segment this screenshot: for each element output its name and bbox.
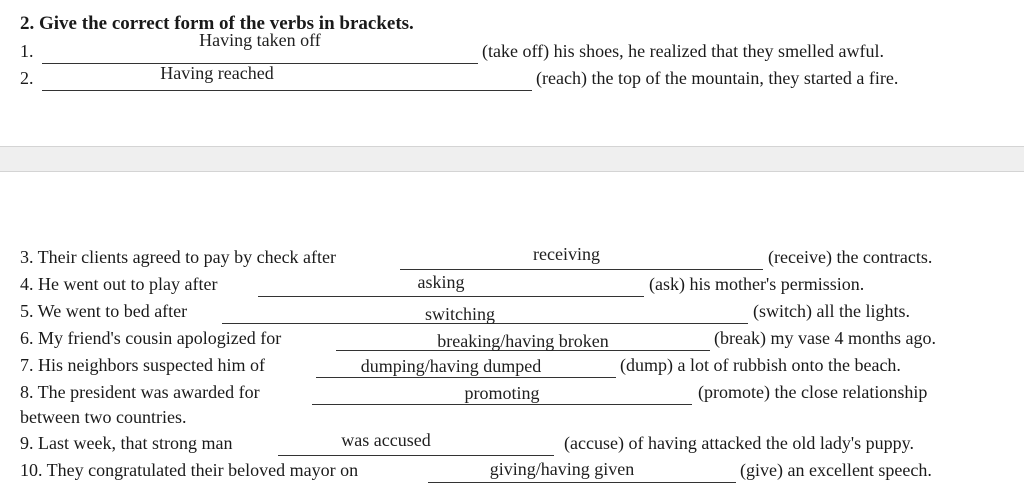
item-continuation: between two countries. [20, 407, 187, 427]
item-prompt: (switch) all the lights. [753, 301, 910, 321]
answer-text: asking [417, 272, 465, 292]
exercise-heading: 2. Give the correct form of the verbs in brackets. [20, 13, 414, 34]
item-prompt: (dump) a lot of rubbish onto the beach. [620, 355, 901, 375]
exercise-item-3 [20, 244, 1010, 270]
answer-text: Having reached [160, 63, 274, 83]
item-prompt: (give) an excellent speech. [740, 460, 932, 480]
answer-blank[interactable] [278, 431, 554, 456]
answer-text: giving/having given [489, 459, 635, 479]
item-prompt: (reach) the top of the mountain, they started a fire. [536, 68, 899, 88]
section-divider [0, 146, 1024, 172]
exercise-item-6 [20, 325, 1010, 351]
item-prompt: (accuse) of having attacked the old lady's puppy. [564, 433, 914, 453]
item-prompt: (promote) the close relationship [698, 382, 928, 402]
item-prompt: (break) my vase 4 months ago. [714, 328, 936, 348]
answer-text: promoting [464, 383, 540, 403]
item-prompt: (ask) his mother's permission. [649, 274, 865, 294]
answer-text: was accused [341, 430, 431, 450]
answer-blank[interactable] [258, 272, 644, 297]
exercise-item-1 [20, 30, 1010, 64]
exercise-item-8-continuation [20, 404, 1010, 430]
exercise-item-7 [20, 352, 1010, 378]
answer-blank[interactable] [400, 245, 763, 270]
answer-blank[interactable] [222, 299, 748, 324]
answer-blank[interactable] [312, 380, 692, 405]
answer-blank[interactable] [42, 30, 478, 64]
exercise-item-5 [20, 298, 1010, 324]
exercise-item-2 [20, 65, 1010, 91]
answer-blank[interactable] [336, 326, 710, 351]
answer-text: breaking/having broken [437, 331, 609, 351]
exercise-item-4 [20, 271, 1010, 297]
item-prompt: (receive) the contracts. [768, 247, 933, 267]
item-text-before: 10. They congratulated their beloved mayor on [20, 460, 359, 480]
answer-text: Having taken off [199, 30, 321, 50]
answer-text: receiving [533, 244, 600, 264]
item-text-before: 3. Their clients agreed to pay by check after [20, 247, 337, 267]
item-text-before: 7. His neighbors suspected him of [20, 355, 265, 375]
item-number: 1. [20, 41, 34, 61]
answer-blank[interactable] [316, 353, 616, 378]
item-text-before: 9. Last week, that strong man [20, 433, 233, 453]
item-text-before: 8. The president was awarded for [20, 382, 260, 402]
item-number: 2. [20, 68, 34, 88]
answer-text: switching [425, 304, 495, 324]
item-text-before: 4. He went out to play after [20, 274, 218, 294]
item-prompt: (take off) his shoes, he realized that they smelled awful. [482, 41, 885, 61]
answer-text: dumping/having dumped [360, 356, 542, 376]
exercise-item-9 [20, 430, 1010, 456]
answer-blank[interactable] [42, 63, 532, 91]
exercise-item-10 [20, 457, 1010, 483]
item-text-before: 6. My friend's cousin apologized for [20, 328, 282, 348]
answer-blank[interactable] [428, 458, 736, 483]
item-text-before: 5. We went to bed after [20, 301, 188, 321]
exercise-item-8 [20, 379, 1010, 405]
